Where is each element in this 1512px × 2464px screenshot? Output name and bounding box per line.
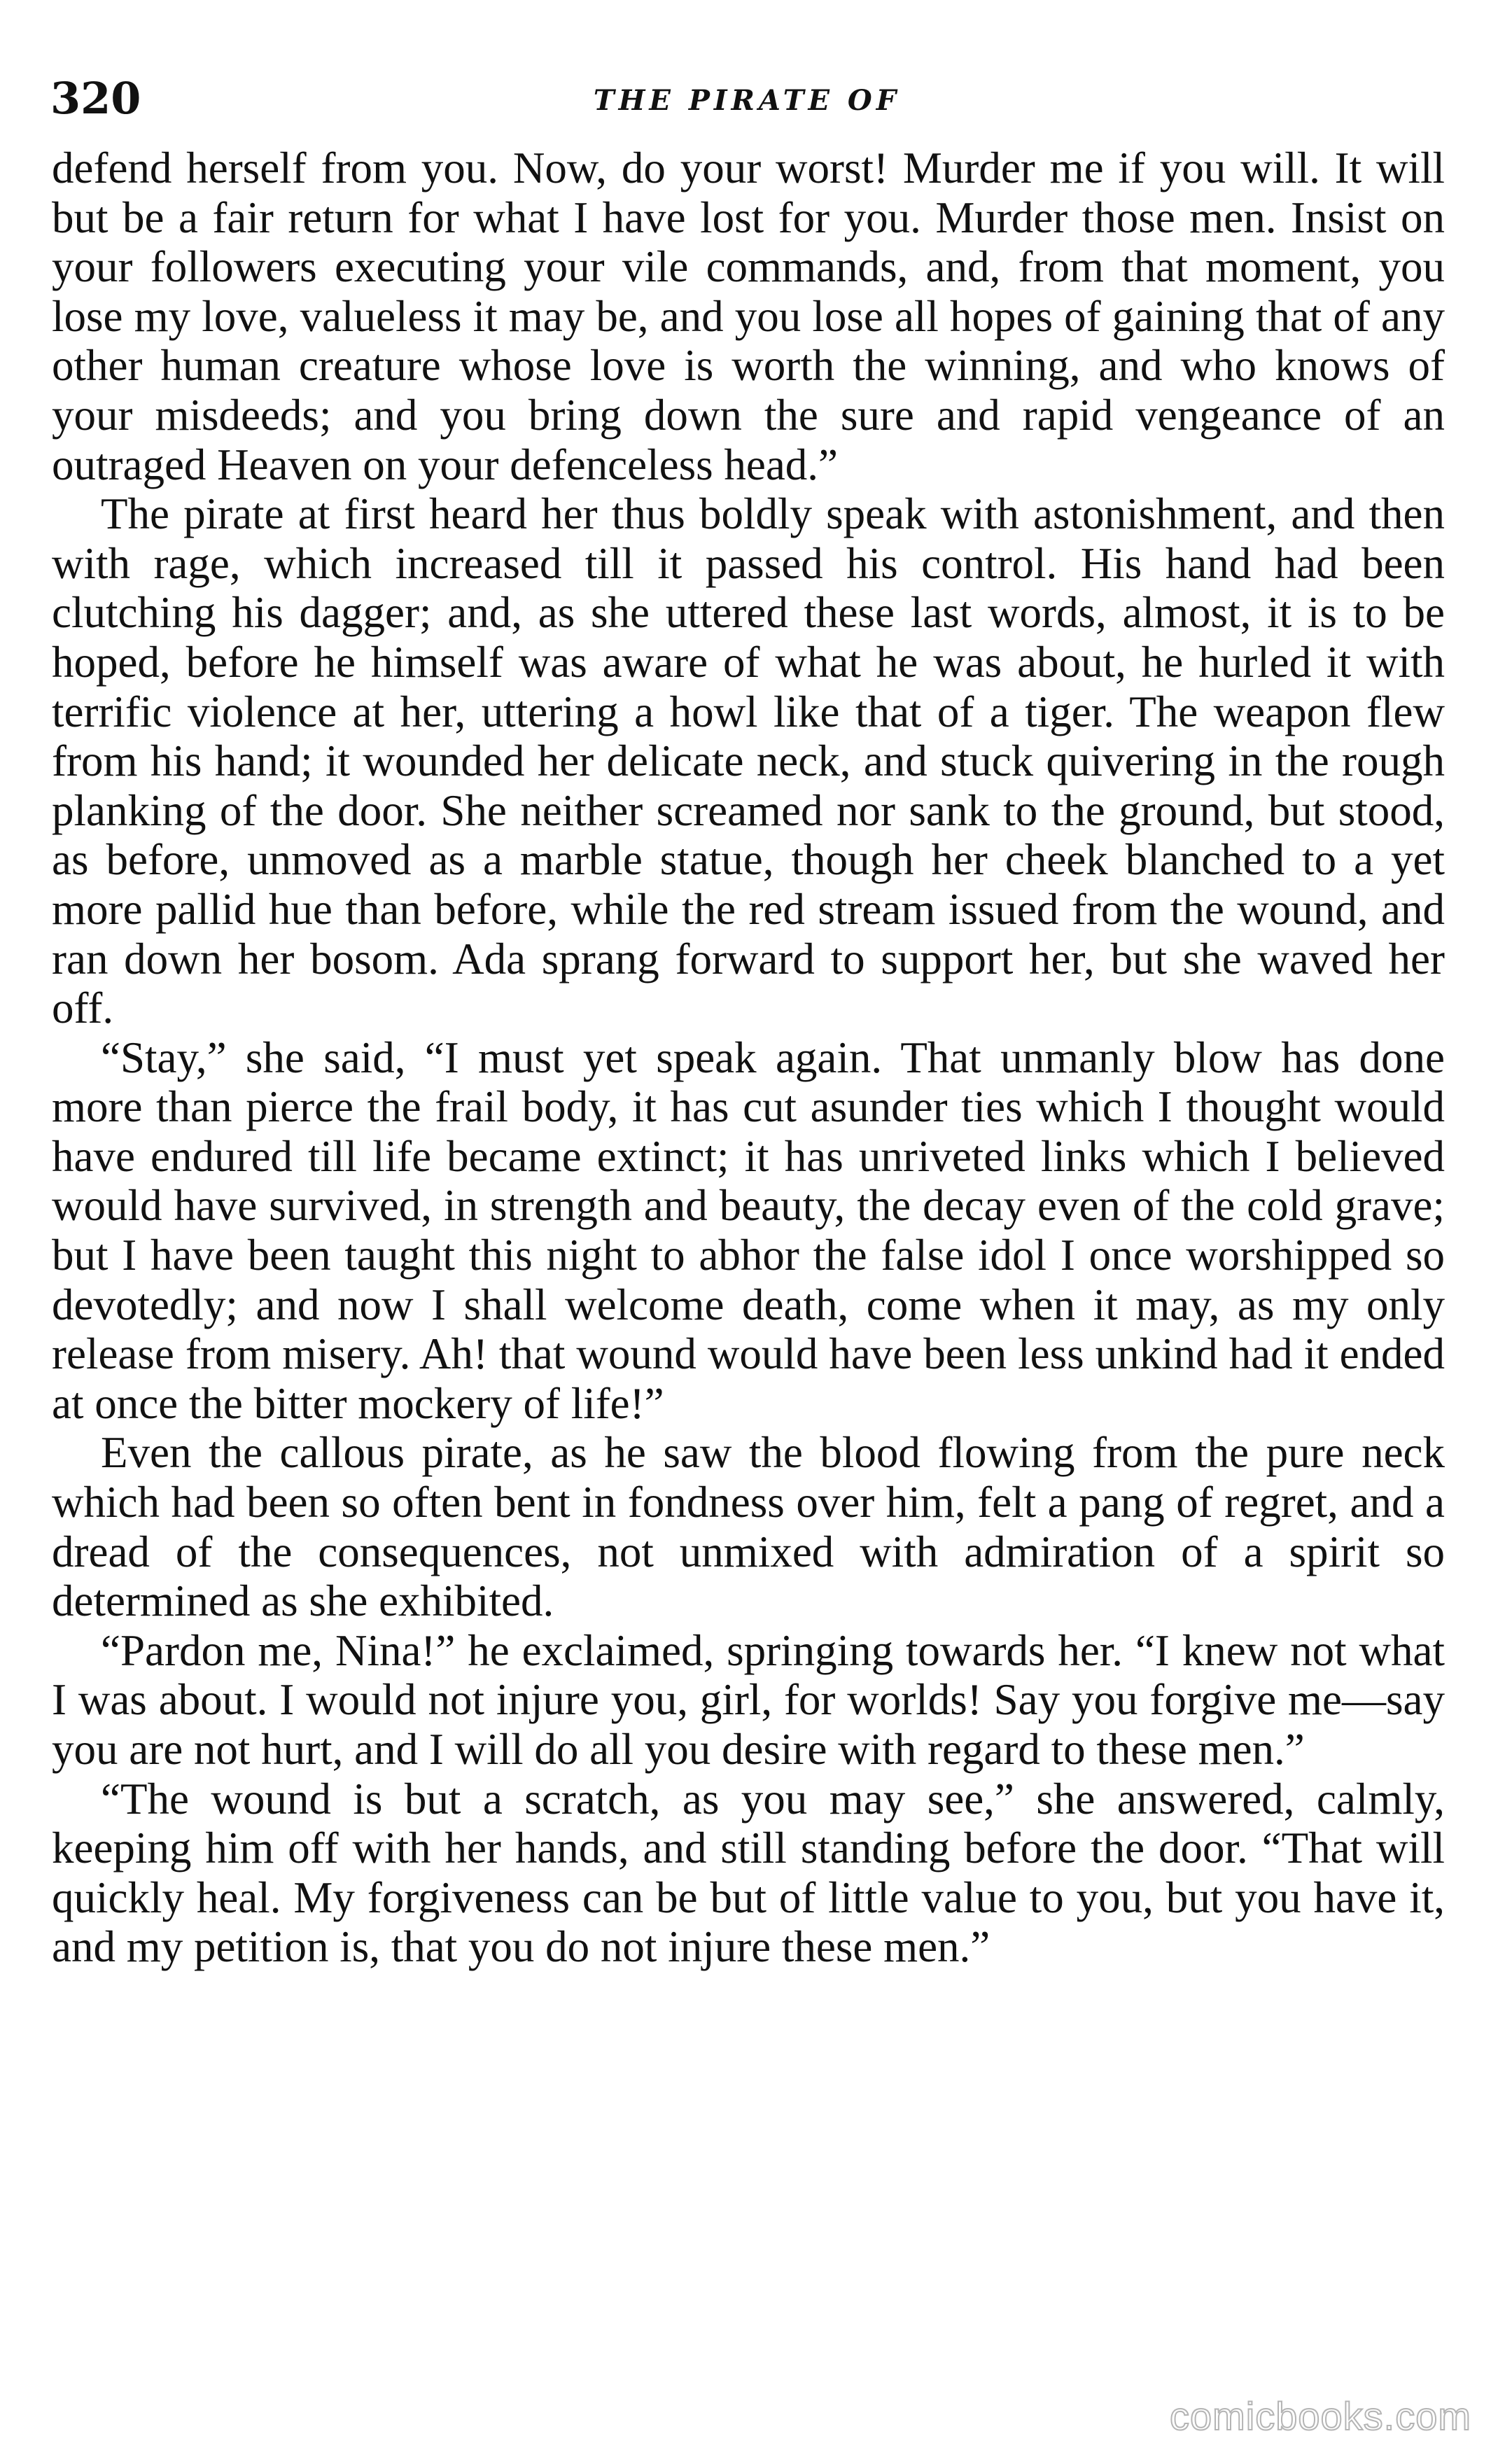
body-text [52, 144, 1445, 1972]
paragraph: “Stay,” she said, “I must yet speak again. That unmanly blow has done more than pierce the frail body, it has cut asunder ties which I thought would have endured till life became extinct; it has unriveted links which I believed would have survived, in strength and beauty, the decay even of the cold grave; but I have been taught this night to abhor the false idol I once worshipped so devotedly; and now I shall welcome death, come when it may, as my only release from misery. Ah! that wound would have been less unkind had it ended at once the bitter mockery of life!” [52, 1032, 1445, 1428]
paragraph: “The wound is but a scratch, as you may see,” she answered, calmly, keeping him off with her hands, and still standing before the door. “That will quickly heal. My forgiveness can be but of little value to you, but you have it, and my petition is, that you do not injure these men.” [52, 1774, 1445, 1972]
paragraph: defend herself from you. Now, do your worst! Murder me if you will. It will but be a fair return for what I have lost for you. Murder those men. Insist on your followers executing your vile commands, and, from that moment, you lose my love, valueless it may be, and you lose all hopes of gaining that of any other human creature whose love is worth the winning, and who knows of your misdeeds; and you bring down the sure and rapid vengeance of an outraged Heaven on your defenceless head.” [52, 144, 1445, 489]
paragraph: Even the callous pirate, as he saw the blood flowing from the pure neck which had been so often bent in fondness over him, felt a pang of regret, and a dread of the consequences, not unmixed with admiration of a spirit so determined as she exhibited. [52, 1428, 1445, 1626]
running-title: THE PIRATE OF [593, 84, 901, 117]
page-number: 320 [50, 73, 141, 124]
watermark: comicbooks.com [1169, 2394, 1471, 2438]
paragraph: “Pardon me, Nina!” he exclaimed, springing towards her. “I knew not what I was about. I would not injure you, girl, for worlds! Say you forgive me—say you are not hurt, and I will do all you desire with regard to these men.” [52, 1625, 1445, 1774]
page-header [50, 67, 1443, 130]
paragraph: The pirate at first heard her thus boldly speak with astonishment, and then with rage, which increased till it passed his control. His hand had been clutching his dagger; and, as she uttered these last words, almost, it is to be hoped, before he himself was aware of what he was about, he hurled it with terrific violence at her, uttering a howl like that of a tiger. The weapon flew from his hand; it wounded her delicate neck, and stuck quivering in the rough planking of the door. She neither screamed nor sank to the ground, but stood, as before, unmoved as a marble statue, though her cheek blanched to a yet more pallid hue than before, while the red stream issued from the wound, and ran down her bosom. Ada sprang forward to support her, but she waved her off. [52, 489, 1445, 1033]
